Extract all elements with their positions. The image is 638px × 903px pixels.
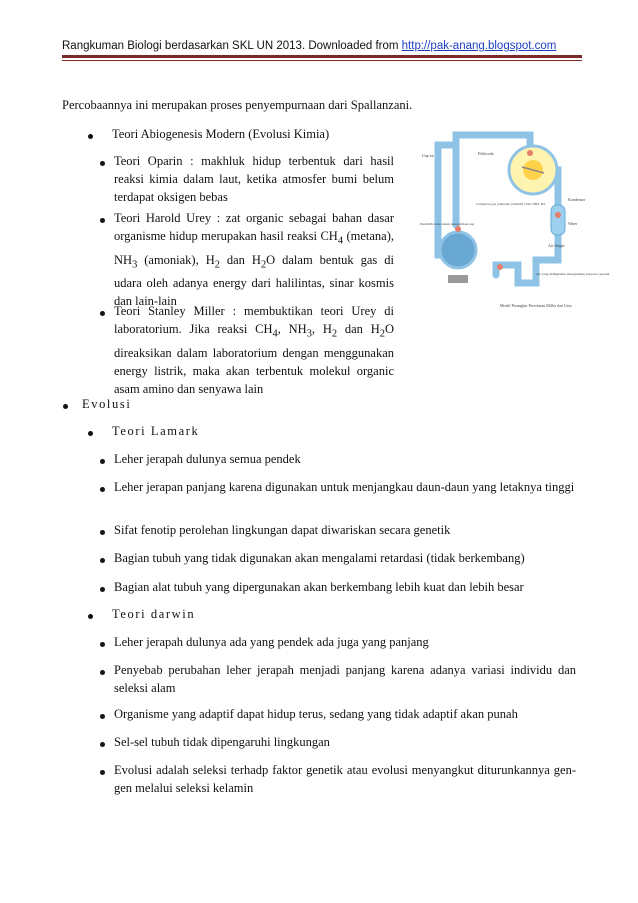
svg-text:Water: Water bbox=[568, 221, 578, 226]
svg-text:Air dingin: Air dingin bbox=[548, 243, 565, 248]
lamark-item: Leher jerapah dulunya semua pendek bbox=[114, 452, 301, 466]
lamark-item: Leher jerapan panjang karena digunakan untuk menjangkau daun-daun yang letaknya tinggi bbox=[114, 480, 575, 494]
intro-paragraph: Percobaannya ini merupakan proses penyempurnaan dari Spallanzani. bbox=[62, 98, 413, 112]
page-header bbox=[62, 40, 556, 52]
figure-caption: Model Perangkat Percobaan Miller dan Urey bbox=[500, 303, 572, 308]
header-text: Rangkuman Biologi berdasarkan SKL UN 2013. Downloaded from bbox=[62, 40, 402, 52]
bullet-icon bbox=[100, 714, 105, 719]
bullet-icon bbox=[100, 670, 105, 675]
lamark-item: Bagian alat tubuh yang dipergunakan akan berkembang lebih kuat dan lebih besar bbox=[114, 580, 524, 594]
miller-text: Teori Stanley Miller : membuktikan teori Urey di laboratorium. Jika reaksi $CH_4$, $NH_3$, $H_2$ dan $H_2O$ direaksikan dalam laboratorium dengan menggunakan energy listrik, maka akan terbentuk molekul organic asam amino dan senyawa lain bbox=[114, 304, 394, 396]
oparin-text: Teori Oparin : makhluk hidup terbentuk dari hasil reaksi kimia dalam laut, ketika atmosfer bumi belum terdapat oksigen bebas bbox=[114, 154, 394, 204]
bullet-icon bbox=[100, 587, 105, 592]
boiling-flask-icon bbox=[440, 232, 476, 268]
lamark-title: Teori Lamark bbox=[112, 424, 200, 438]
header-rule-thin bbox=[62, 60, 582, 61]
bullet-icon bbox=[88, 614, 93, 619]
svg-text:Kondensor: Kondensor bbox=[568, 197, 586, 202]
header-rule-thick bbox=[62, 55, 582, 58]
bullet-icon bbox=[100, 311, 105, 316]
condenser-icon bbox=[551, 205, 565, 235]
bullet-icon bbox=[100, 459, 105, 464]
svg-text:Pendidih berisi untuk mengalir: Pendidih berisi untuk mengalirkan uap bbox=[420, 222, 475, 226]
bullet-icon bbox=[100, 218, 105, 223]
evolusi-title: Evolusi bbox=[82, 397, 132, 411]
svg-text:Elektroda: Elektroda bbox=[478, 151, 494, 156]
darwin-title: Teori darwin bbox=[112, 607, 196, 621]
darwin-item: Evolusi adalah seleksi terhadp faktor genetik atau evolusi menyangkut diturunkannya gen-gen melalui seleksi kelamin bbox=[114, 763, 576, 795]
svg-text:Campuran gas (atmosfer primiti: Campuran gas (atmosfer primitif) CH4, NH3, H2 bbox=[476, 202, 546, 206]
lamark-item: Sifat fenotip perolehan lingkungan dapat diwariskan secara genetik bbox=[114, 523, 451, 537]
bullet-icon bbox=[88, 431, 93, 436]
abiogenesis-title: Teori Abiogenesis Modern (Evolusi Kimia) bbox=[112, 127, 330, 141]
darwin-item: Sel-sel tubuh tidak dipengaruhi lingkungan bbox=[114, 735, 330, 749]
urey-text: Teori Harold Urey : zat organic sebagai bahan dasar organisme hidup merupakan hasil reaksi $CH_4$ (metana), $NH_3$ (amoniak), $H_2$ dan $H_2O$ dalam bentuk gas di udara oleh adanya energy dari halilintas, sinar kosmis dan lain-lain bbox=[114, 211, 395, 308]
darwin-item: Organisme yang adaptif dapat hidup terus, sedang yang tidak adaptif akan punah bbox=[114, 707, 518, 721]
svg-text:Uap air: Uap air bbox=[422, 153, 434, 158]
svg-text:Air: Air bbox=[454, 268, 460, 273]
bullet-icon bbox=[100, 161, 105, 166]
bullet-icon bbox=[63, 404, 68, 409]
bullet-icon bbox=[100, 742, 105, 747]
bullet-icon bbox=[100, 530, 105, 535]
bullet-icon bbox=[100, 770, 105, 775]
header-link[interactable]: http://pak-anang.blogspot.com bbox=[401, 40, 557, 52]
bullet-icon bbox=[100, 558, 105, 563]
bullet-icon bbox=[88, 134, 93, 139]
darwin-item: Leher jerapah dulunya ada yang pendek ada juga yang panjang bbox=[114, 635, 429, 649]
miller-urey-apparatus-figure bbox=[418, 125, 610, 310]
darwin-item: Penyebab perubahan leher jerapah menjadi panjang karena adanya variasi individu dan seleksi alam bbox=[114, 663, 576, 695]
lamark-item: Bagian tubuh yang tidak digunakan akan mengalami retardasi (tidak berkembang) bbox=[114, 551, 525, 565]
bullet-icon bbox=[100, 642, 105, 647]
bullet-icon bbox=[100, 487, 105, 492]
svg-text:Air yang didinginkan mengandun: Air yang didinginkan mengandung senyawa organik bbox=[536, 272, 610, 276]
